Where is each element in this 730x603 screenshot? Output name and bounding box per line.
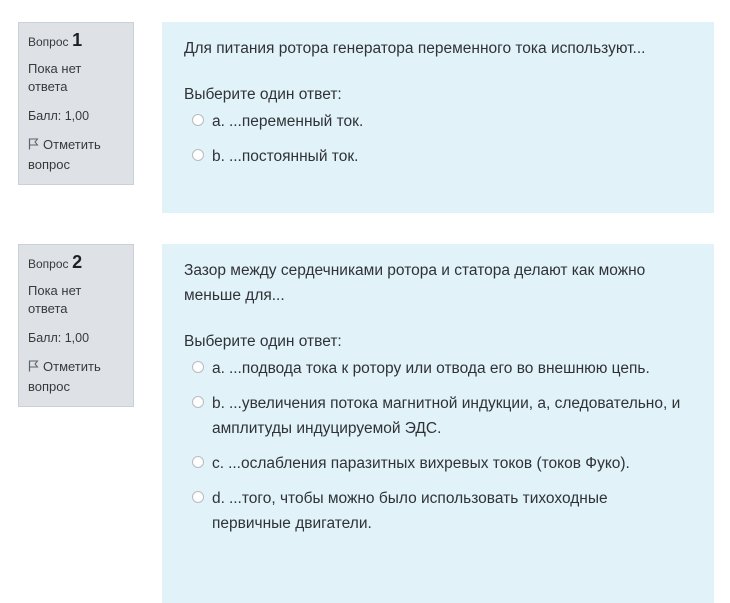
option-letter: b. <box>212 148 225 165</box>
flag-icon <box>28 360 39 372</box>
question-grade: Балл: 1,00 <box>28 109 90 123</box>
answer-option-b[interactable] <box>184 391 684 441</box>
option-text: ...постоянный ток. <box>228 148 359 165</box>
question-2-info <box>18 244 134 407</box>
radio-button[interactable] <box>192 456 204 468</box>
question-1-content <box>162 22 714 213</box>
option-text: ...подвода тока к ротору или отвода его во внешнюю цепь. <box>228 360 650 377</box>
question-label: Вопрос <box>28 257 69 271</box>
question-1-info <box>18 22 134 185</box>
flag-label: Отметить вопрос <box>28 137 101 172</box>
question-text: Зазор между сердечниками ротора и статора делают как можно меньше для... <box>184 262 646 304</box>
option-text: ...переменный ток. <box>228 113 364 130</box>
flag-question-button[interactable] <box>28 357 124 397</box>
option-letter: b. <box>212 395 225 412</box>
option-letter: d. <box>212 490 225 507</box>
question-number <box>28 253 124 273</box>
radio-button[interactable] <box>192 396 204 408</box>
answer-option-a[interactable] <box>184 109 692 134</box>
flag-icon <box>28 138 39 150</box>
answer-prompt: Выберите один ответ: <box>184 333 342 350</box>
radio-button[interactable] <box>192 491 204 503</box>
answer-option-b[interactable] <box>184 144 692 169</box>
option-text: ...того, чтобы можно было использовать тихоходные первичные двигатели. <box>212 490 608 532</box>
answer-option-d[interactable] <box>184 486 684 536</box>
question-label: Вопрос <box>28 35 69 49</box>
radio-button[interactable] <box>192 149 204 161</box>
question-grade: Балл: 1,00 <box>28 331 90 345</box>
option-text: ...увеличения потока магнитной индукции, а, следовательно, и амплитуды индуцируемой ЭДС. <box>212 395 681 437</box>
option-letter: a. <box>212 360 225 377</box>
option-letter: a. <box>212 113 225 130</box>
answer-option-c[interactable] <box>184 451 684 476</box>
answer-prompt: Выберите один ответ: <box>184 86 342 103</box>
question-number-value: 2 <box>72 252 83 272</box>
radio-button[interactable] <box>192 114 204 126</box>
question-number-value: 1 <box>72 30 83 50</box>
question-state: Пока нет ответа <box>28 283 82 316</box>
answer-option-a[interactable] <box>184 356 684 381</box>
question-number <box>28 31 124 51</box>
flag-question-button[interactable] <box>28 135 124 175</box>
flag-label: Отметить вопрос <box>28 359 101 394</box>
radio-button[interactable] <box>192 361 204 373</box>
answer-options <box>184 109 692 169</box>
question-state: Пока нет ответа <box>28 61 82 94</box>
answer-options <box>184 356 684 536</box>
question-2-content <box>162 244 714 603</box>
option-text: ...ослабления паразитных вихревых токов (токов Фуко). <box>228 455 630 472</box>
question-text: Для питания ротора генератора переменного тока используют... <box>184 40 646 57</box>
option-letter: c. <box>212 455 225 472</box>
